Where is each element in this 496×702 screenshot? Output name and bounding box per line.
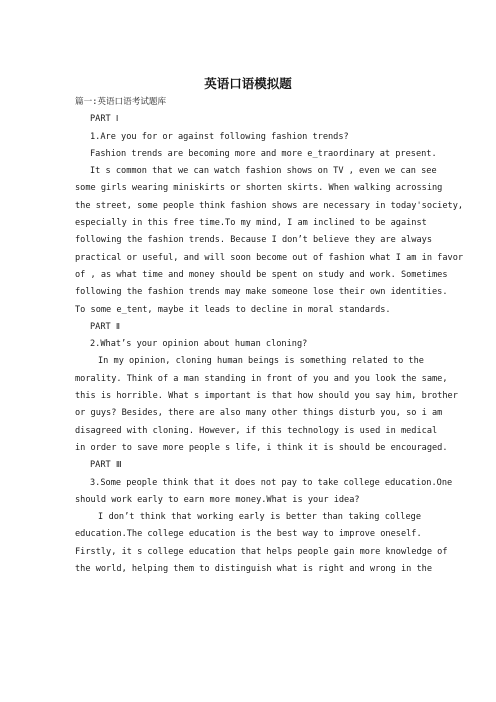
text-line: in order to save more people s life, i think it is should be encouraged.	[75, 442, 448, 453]
text-line: practical or useful, and will soon become out of fashion what I am in favor	[75, 252, 464, 263]
text-line: In my opinion, cloning human beings is something related to the	[98, 356, 424, 367]
question-line: should work early to earn more money.What is your idea?	[75, 494, 360, 505]
part-heading: PART Ⅱ	[90, 321, 121, 332]
text-line: especially in this free time.To my mind, I am inclined to be against	[75, 218, 427, 229]
text-line: It s common that we can watch fashion shows on TV , even we can see	[90, 166, 437, 177]
document-body	[75, 94, 464, 578]
question-line: 1.Are you for or against following fashion trends?	[90, 131, 349, 142]
text-line: some girls wearing miniskirts or shorten skirts. When walking acrossing	[75, 183, 443, 194]
section-heading: 篇一:英语口语考试题库	[75, 97, 167, 107]
text-line: disagreed with cloning. However, if this technology is used in medical	[75, 425, 438, 436]
part-heading: PART Ⅰ	[90, 114, 119, 125]
part-heading: PART Ⅲ	[90, 460, 122, 471]
question-line: 3.Some people think that it does not pay to take college education.One	[90, 477, 453, 488]
text-line: the world, helping them to distinguish what is right and wrong in the	[75, 564, 432, 575]
text-line: morality. Think of a man standing in front of you and you look the same,	[75, 373, 448, 384]
text-line: Firstly, it s college education that helps people gain more knowledge of	[75, 546, 448, 557]
question-line: 2.What’s your opinion about human cloning?	[90, 339, 308, 350]
text-line: I don’t think that working early is better than taking college	[98, 512, 421, 523]
text-line: To some e_tent, maybe it leads to decline in moral standards.	[75, 304, 391, 315]
text-line: the street, some people think fashion shows are necessary in today'society,	[75, 200, 464, 211]
text-line: or guys? Besides, there are also many other things disturb you, so i am	[75, 408, 443, 419]
text-line: education.The college education is the best way to improve oneself.	[75, 529, 422, 540]
text-line: Fashion trends are becoming more and more e_traordinary at present.	[90, 148, 437, 159]
text-line: following the fashion trends. Because I don’t believe they are always	[75, 235, 432, 246]
text-line: this is horrible. What s important is that how should you say him, brother	[75, 391, 458, 402]
document-title: 英语口语模拟题	[204, 76, 292, 91]
text-line: following the fashion trends may make someone lose their own identities.	[75, 287, 448, 298]
text-line: of , as what time and money should be spent on study and work. Sometimes	[75, 269, 448, 280]
